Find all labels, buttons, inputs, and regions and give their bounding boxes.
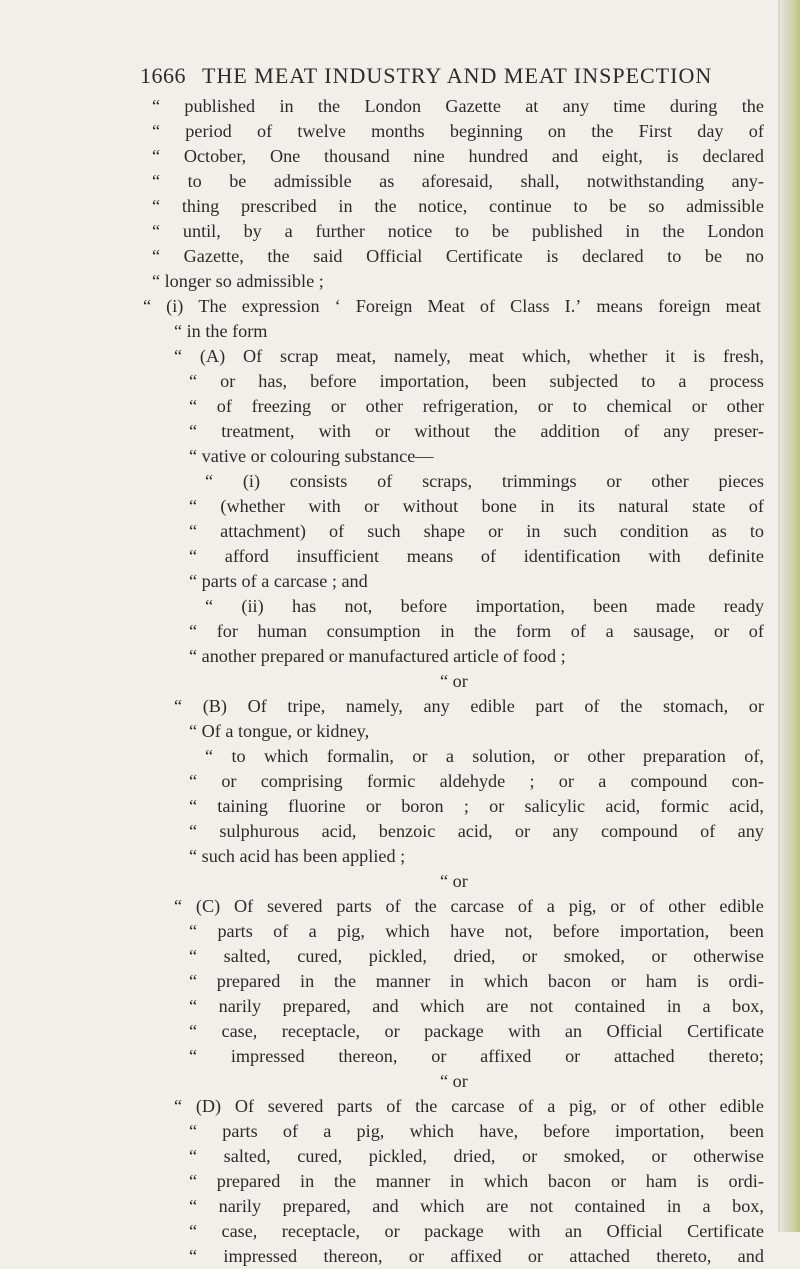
text-line: “ case, receptacle, or package with an Official Certificate — [189, 1021, 764, 1041]
text-line: “ case, receptacle, or package with an Official Certificate — [189, 1221, 764, 1241]
text-line: “ period of twelve months beginning on the First day of — [152, 121, 764, 141]
page-header — [0, 60, 780, 90]
text-line: “ to which formalin, or a solution, or other preparation of, — [205, 746, 764, 766]
text-line: “ sulphurous acid, benzoic acid, or any compound of any — [189, 821, 764, 841]
text-line: “ (whether with or without bone in its natural state of — [189, 496, 764, 516]
text-line: “ for human consumption in the form of a sausage, or of — [189, 621, 764, 641]
text-line: “ impressed thereon, or affixed or attached thereto; — [189, 1046, 764, 1066]
text-line: “ narily prepared, and which are not contained in a box, — [189, 1196, 764, 1216]
text-line: “ longer so admissible ; — [152, 271, 324, 291]
text-line: “ or — [440, 871, 468, 891]
text-line: “ October, One thousand nine hundred and eight, is declared — [152, 146, 764, 166]
text-line: “ (C) Of severed parts of the carcase of a pig, or of other edible — [174, 896, 764, 916]
text-line: “ salted, cured, pickled, dried, or smoked, or otherwise — [189, 1146, 764, 1166]
text-line: “ of freezing or other refrigeration, or to chemical or other — [189, 396, 764, 416]
text-line: “ prepared in the manner in which bacon or ham is ordi- — [189, 1171, 764, 1191]
page-edge-shadow — [780, 0, 800, 1232]
text-line: “ salted, cured, pickled, dried, or smoked, or otherwise — [189, 946, 764, 966]
text-line: “ in the form — [174, 321, 268, 341]
text-line: “ taining fluorine or boron ; or salicylic acid, formic acid, — [189, 796, 764, 816]
text-line: “ Of a tongue, or kidney, — [189, 721, 370, 741]
text-line: “ (i) consists of scraps, trimmings or other pieces — [205, 471, 764, 491]
text-line: “ such acid has been applied ; — [189, 846, 406, 866]
text-line: “ or — [440, 1071, 468, 1091]
text-line: “ parts of a carcase ; and — [189, 571, 368, 591]
text-line: “ or has, before importation, been subjected to a process — [189, 371, 764, 391]
text-line: “ (D) Of severed parts of the carcase of a pig, or of other edible — [174, 1096, 764, 1116]
text-line: “ or — [440, 671, 468, 691]
text-line: “ (A) Of scrap meat, namely, meat which, whether it is fresh, — [174, 346, 764, 366]
text-line: “ thing prescribed in the notice, continue to be so admissible — [152, 196, 764, 216]
text-line: “ or comprising formic aldehyde ; or a compound con- — [189, 771, 764, 791]
text-line: “ until, by a further notice to be published in the London — [152, 221, 764, 241]
text-line: “ parts of a pig, which have not, before importation, been — [189, 921, 764, 941]
text-line: “ vative or colouring substance— — [189, 446, 434, 466]
text-line: “ attachment) of such shape or in such condition as to — [189, 521, 764, 541]
text-line: “ (B) Of tripe, namely, any edible part of the stomach, or — [174, 696, 764, 716]
text-line: “ narily prepared, and which are not contained in a box, — [189, 996, 764, 1016]
text-line: “ to be admissible as aforesaid, shall, notwithstanding any- — [152, 171, 764, 191]
text-line: “ prepared in the manner in which bacon or ham is ordi- — [189, 971, 764, 991]
text-line: “ Gazette, the said Official Certificate is declared to be no — [152, 246, 764, 266]
text-line: “ (i) The expression ‘ Foreign Meat of Class I.’ means foreign meat — [143, 296, 761, 316]
text-line: “ parts of a pig, which have, before importation, been — [189, 1121, 764, 1141]
text-line: “ published in the London Gazette at any time during the — [152, 96, 764, 116]
text-line: “ another prepared or manufactured article of food ; — [189, 646, 566, 666]
text-line: “ treatment, with or without the addition of any preser- — [189, 421, 764, 441]
text-line: “ impressed thereon, or affixed or attached thereto, and — [189, 1246, 764, 1266]
text-line: “ (ii) has not, before importation, been made ready — [205, 596, 764, 616]
running-head: THE MEAT INDUSTRY AND MEAT INSPECTION — [202, 63, 713, 88]
page-number: 1666 — [140, 63, 186, 88]
text-line: “ afford insufficient means of identification with definite — [189, 546, 764, 566]
